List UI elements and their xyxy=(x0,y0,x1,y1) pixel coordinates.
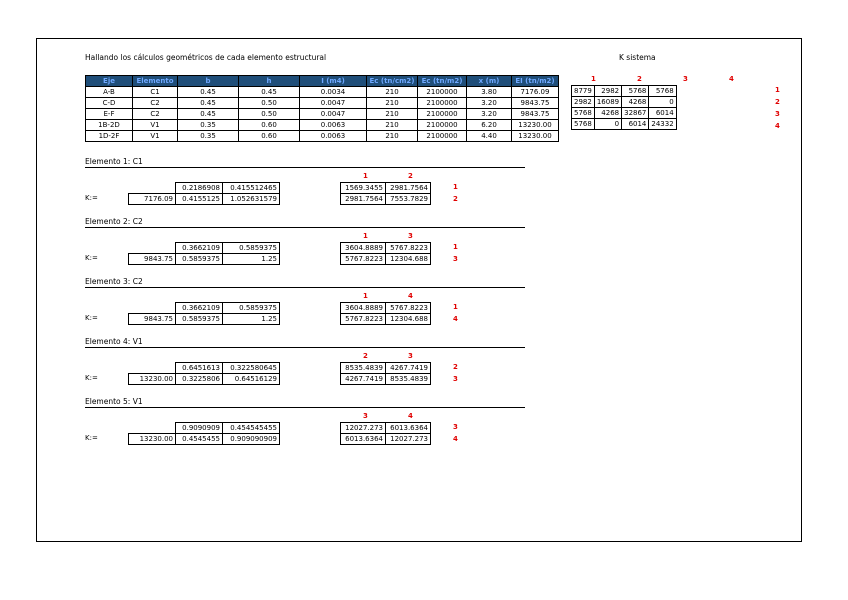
stiffness-row xyxy=(341,254,431,265)
properties-cell: 2100000 xyxy=(418,109,467,120)
coefficient-matrix xyxy=(128,182,280,205)
header-eje: Eje xyxy=(86,76,133,87)
empty-cell xyxy=(129,243,176,254)
coefficient-matrix xyxy=(128,302,280,325)
k-sistema-cell: 6014 xyxy=(622,119,649,130)
properties-cell: 0.35 xyxy=(178,131,239,142)
k-sistema-row-label: 4 xyxy=(775,122,780,130)
k-sistema-cell: 5768 xyxy=(649,86,676,97)
element-row-label: 3 xyxy=(453,255,458,263)
element-col-label: 3 xyxy=(408,352,413,360)
properties-cell: C2 xyxy=(133,109,178,120)
properties-cell: 1D-2F xyxy=(86,131,133,142)
properties-cell: 0.45 xyxy=(178,87,239,98)
properties-cell: 7176.09 xyxy=(512,87,559,98)
k-sistema-table xyxy=(571,85,677,130)
properties-cell: V1 xyxy=(133,131,178,142)
element-col-label: 2 xyxy=(408,172,413,180)
properties-cell: E-F xyxy=(86,109,133,120)
properties-cell: 0.35 xyxy=(178,120,239,131)
element-col-label: 1 xyxy=(363,232,368,240)
properties-cell: 13230.00 xyxy=(512,131,559,142)
properties-cell: 6.20 xyxy=(467,120,512,131)
stiffness-cell: 5767.8223 xyxy=(386,243,431,254)
coefficient-cell: 0.415512465 xyxy=(223,183,280,194)
coefficient-cell: 0.3225806 xyxy=(176,374,223,385)
element-col-label: 3 xyxy=(408,232,413,240)
element-col-label: 1 xyxy=(363,292,368,300)
properties-cell: 3.80 xyxy=(467,87,512,98)
ei-value: 7176.09 xyxy=(129,194,176,205)
k-equals-label: K:= xyxy=(85,254,98,262)
properties-cell: 0.50 xyxy=(239,109,300,120)
k-sistema-cell: 6014 xyxy=(649,108,676,119)
element-col-label: 2 xyxy=(363,352,368,360)
header-length: x (m) xyxy=(467,76,512,87)
properties-cell: 0.45 xyxy=(239,87,300,98)
coefficient-cell: 0.64516129 xyxy=(223,374,280,385)
k-sistema-row-label: 1 xyxy=(775,86,780,94)
coefficient-cell: 0.3662109 xyxy=(176,243,223,254)
coefficient-matrix xyxy=(128,362,280,385)
coefficient-row xyxy=(129,423,280,434)
k-sistema-title: K sistema xyxy=(619,53,656,62)
properties-cell: 0.60 xyxy=(239,120,300,131)
stiffness-cell: 5767.8223 xyxy=(386,303,431,314)
element-row-label: 2 xyxy=(453,363,458,371)
coefficient-row xyxy=(129,434,280,445)
k-sistema-row xyxy=(572,108,677,119)
properties-cell: 13230.00 xyxy=(512,120,559,131)
properties-cell: 2100000 xyxy=(418,120,467,131)
k-equals-label: K:= xyxy=(85,374,98,382)
k-sistema-cell: 8779 xyxy=(572,86,595,97)
coefficient-cell: 0.4545455 xyxy=(176,434,223,445)
properties-cell: 4.40 xyxy=(467,131,512,142)
k-equals-label: K:= xyxy=(85,434,98,442)
coefficient-row xyxy=(129,314,280,325)
element-separator xyxy=(85,347,525,348)
properties-cell: 210 xyxy=(367,109,418,120)
k-sistema-cell: 4268 xyxy=(622,97,649,108)
k-sistema-cell: 0 xyxy=(649,97,676,108)
properties-cell: 210 xyxy=(367,131,418,142)
empty-cell xyxy=(129,423,176,434)
stiffness-cell: 3604.8889 xyxy=(341,303,386,314)
element-separator xyxy=(85,407,525,408)
properties-cell: 1B-2D xyxy=(86,120,133,131)
ei-value: 13230.00 xyxy=(129,434,176,445)
header-elemento: Elemento xyxy=(133,76,178,87)
stiffness-row xyxy=(341,314,431,325)
empty-cell xyxy=(129,363,176,374)
k-sistema-row xyxy=(572,86,677,97)
coefficient-row xyxy=(129,183,280,194)
properties-cell: 210 xyxy=(367,98,418,109)
ei-value: 9843.75 xyxy=(129,314,176,325)
k-sistema-col-label: 4 xyxy=(729,75,734,83)
element-row-label: 1 xyxy=(453,183,458,191)
page-frame xyxy=(36,38,802,542)
coefficient-cell: 0.5859375 xyxy=(223,303,280,314)
properties-cell: 0.45 xyxy=(178,109,239,120)
stiffness-matrix xyxy=(340,182,431,205)
coefficient-cell: 0.5859375 xyxy=(176,314,223,325)
element-label: Elemento 5: V1 xyxy=(85,397,143,406)
properties-cell: 210 xyxy=(367,120,418,131)
k-sistema-row-label: 2 xyxy=(775,98,780,106)
coefficient-cell: 0.909090909 xyxy=(223,434,280,445)
stiffness-cell: 3604.8889 xyxy=(341,243,386,254)
stiffness-cell: 12027.273 xyxy=(341,423,386,434)
properties-cell: 2100000 xyxy=(418,87,467,98)
k-sistema-cell: 5768 xyxy=(622,86,649,97)
element-row-label: 4 xyxy=(453,315,458,323)
element-row-label: 2 xyxy=(453,195,458,203)
element-row-label: 1 xyxy=(453,303,458,311)
properties-cell: 2100000 xyxy=(418,131,467,142)
stiffness-row xyxy=(341,374,431,385)
element-row-label: 4 xyxy=(453,435,458,443)
stiffness-matrix xyxy=(340,362,431,385)
element-col-label: 4 xyxy=(408,412,413,420)
element-label: Elemento 4: V1 xyxy=(85,337,143,346)
ei-value: 13230.00 xyxy=(129,374,176,385)
k-sistema-cell: 24332 xyxy=(649,119,676,130)
properties-cell: 0.0047 xyxy=(300,98,367,109)
coefficient-cell: 0.5859375 xyxy=(176,254,223,265)
element-separator xyxy=(85,167,525,168)
k-sistema-cell: 16089 xyxy=(594,97,621,108)
properties-cell: 0.0047 xyxy=(300,109,367,120)
coefficient-matrix xyxy=(128,242,280,265)
properties-cell: C1 xyxy=(133,87,178,98)
header-ec-m2: Ec (tn/m2) xyxy=(418,76,467,87)
k-sistema-cell: 2982 xyxy=(572,97,595,108)
header-h: h xyxy=(239,76,300,87)
properties-cell: 0.50 xyxy=(239,98,300,109)
coefficient-cell: 1.052631579 xyxy=(223,194,280,205)
coefficient-row xyxy=(129,363,280,374)
coefficient-matrix xyxy=(128,422,280,445)
element-label: Elemento 3: C2 xyxy=(85,277,143,286)
header-b: b xyxy=(178,76,239,87)
element-row-label: 3 xyxy=(453,375,458,383)
coefficient-cell: 0.6451613 xyxy=(176,363,223,374)
properties-row xyxy=(86,87,559,98)
k-sistema-cell: 32867 xyxy=(622,108,649,119)
coefficient-row xyxy=(129,254,280,265)
ei-value: 9843.75 xyxy=(129,254,176,265)
stiffness-cell: 6013.6364 xyxy=(386,423,431,434)
properties-cell: 0.45 xyxy=(178,98,239,109)
properties-row xyxy=(86,131,559,142)
stiffness-cell: 1569.3455 xyxy=(341,183,386,194)
k-equals-label: K:= xyxy=(85,194,98,202)
k-sistema-col-label: 3 xyxy=(683,75,688,83)
element-col-label: 4 xyxy=(408,292,413,300)
coefficient-cell: 0.3662109 xyxy=(176,303,223,314)
coefficient-row xyxy=(129,243,280,254)
properties-cell: 0.0034 xyxy=(300,87,367,98)
stiffness-row xyxy=(341,194,431,205)
coefficient-cell: 0.322580645 xyxy=(223,363,280,374)
empty-cell xyxy=(129,303,176,314)
properties-row xyxy=(86,98,559,109)
stiffness-row xyxy=(341,303,431,314)
k-sistema-cell: 5768 xyxy=(572,108,595,119)
coefficient-cell: 1.25 xyxy=(223,314,280,325)
properties-header-row xyxy=(86,76,559,87)
header-ei: EI (tn/m2) xyxy=(512,76,559,87)
element-row-label: 1 xyxy=(453,243,458,251)
k-sistema-col-label: 1 xyxy=(591,75,596,83)
stiffness-cell: 2981.7564 xyxy=(341,194,386,205)
stiffness-cell: 5767.8223 xyxy=(341,254,386,265)
stiffness-cell: 12304.688 xyxy=(386,254,431,265)
stiffness-row xyxy=(341,183,431,194)
stiffness-row xyxy=(341,423,431,434)
stiffness-cell: 12304.688 xyxy=(386,314,431,325)
properties-cell: V1 xyxy=(133,120,178,131)
stiffness-cell: 12027.273 xyxy=(386,434,431,445)
empty-cell xyxy=(129,183,176,194)
page-title: Hallando los cálculos geométricos de cada elemento estructural xyxy=(85,53,327,62)
stiffness-cell: 4267.7419 xyxy=(341,374,386,385)
coefficient-cell: 0.454545455 xyxy=(223,423,280,434)
k-sistema-cell: 0 xyxy=(594,119,621,130)
stiffness-row xyxy=(341,434,431,445)
properties-cell: 0.0063 xyxy=(300,131,367,142)
stiffness-cell: 6013.6364 xyxy=(341,434,386,445)
properties-table xyxy=(85,75,559,142)
stiffness-cell: 7553.7829 xyxy=(386,194,431,205)
k-equals-label: K:= xyxy=(85,314,98,322)
element-label: Elemento 2: C2 xyxy=(85,217,143,226)
stiffness-cell: 4267.7419 xyxy=(386,363,431,374)
properties-cell: 0.0063 xyxy=(300,120,367,131)
header-inertia: I (m4) xyxy=(300,76,367,87)
properties-cell: 2100000 xyxy=(418,98,467,109)
stiffness-cell: 5767.8223 xyxy=(341,314,386,325)
stiffness-row xyxy=(341,363,431,374)
stiffness-matrix xyxy=(340,242,431,265)
k-sistema-row xyxy=(572,119,677,130)
coefficient-row xyxy=(129,374,280,385)
coefficient-cell: 0.5859375 xyxy=(223,243,280,254)
k-sistema-row-label: 3 xyxy=(775,110,780,118)
coefficient-row xyxy=(129,194,280,205)
properties-cell: C-D xyxy=(86,98,133,109)
element-label: Elemento 1: C1 xyxy=(85,157,143,166)
element-separator xyxy=(85,287,525,288)
properties-cell: C2 xyxy=(133,98,178,109)
header-ec-cm2: Ec (tn/cm2) xyxy=(367,76,418,87)
coefficient-cell: 0.2186908 xyxy=(176,183,223,194)
properties-cell: 210 xyxy=(367,87,418,98)
stiffness-cell: 2981.7564 xyxy=(386,183,431,194)
element-row-label: 3 xyxy=(453,423,458,431)
coefficient-cell: 0.4155125 xyxy=(176,194,223,205)
k-sistema-row xyxy=(572,97,677,108)
stiffness-cell: 8535.4839 xyxy=(341,363,386,374)
properties-row xyxy=(86,120,559,131)
coefficient-row xyxy=(129,303,280,314)
properties-cell: 3.20 xyxy=(467,109,512,120)
coefficient-cell: 1.25 xyxy=(223,254,280,265)
properties-cell: 0.60 xyxy=(239,131,300,142)
k-sistema-cell: 2982 xyxy=(594,86,621,97)
element-separator xyxy=(85,227,525,228)
k-sistema-cell: 4268 xyxy=(594,108,621,119)
stiffness-matrix xyxy=(340,302,431,325)
stiffness-row xyxy=(341,243,431,254)
k-sistema-col-label: 2 xyxy=(637,75,642,83)
properties-row xyxy=(86,109,559,120)
properties-cell: A-B xyxy=(86,87,133,98)
coefficient-cell: 0.9090909 xyxy=(176,423,223,434)
stiffness-cell: 8535.4839 xyxy=(386,374,431,385)
properties-cell: 9843.75 xyxy=(512,109,559,120)
properties-cell: 9843.75 xyxy=(512,98,559,109)
element-col-label: 1 xyxy=(363,172,368,180)
stiffness-matrix xyxy=(340,422,431,445)
k-sistema-cell: 5768 xyxy=(572,119,595,130)
properties-cell: 3.20 xyxy=(467,98,512,109)
element-col-label: 3 xyxy=(363,412,368,420)
